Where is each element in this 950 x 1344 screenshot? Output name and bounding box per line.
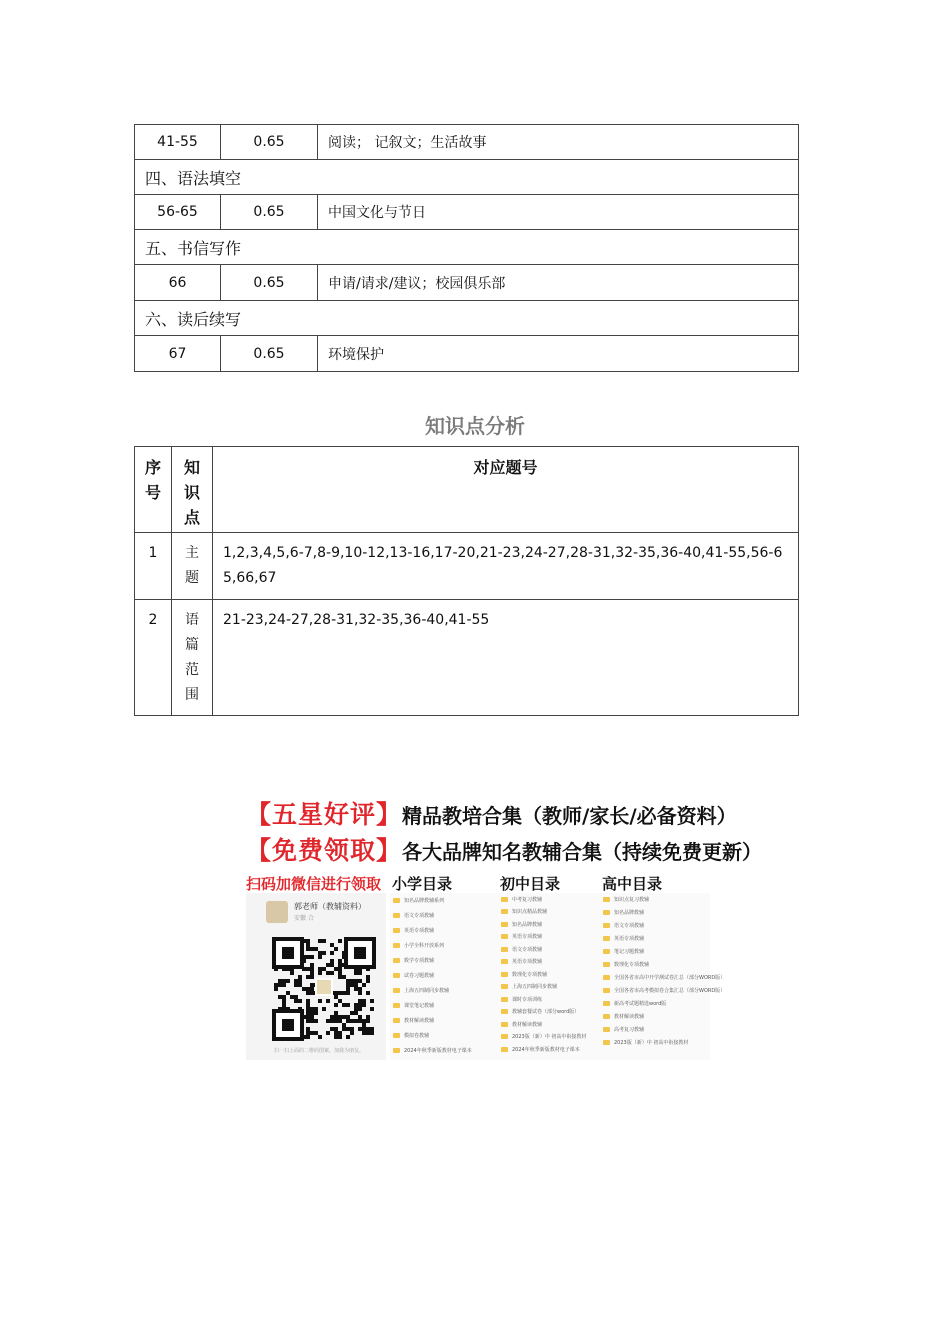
folder-label: 英语专项教辅 [512,934,543,941]
folder-icon [393,928,400,933]
folder-label: 语文专项教辅 [512,946,543,953]
junior-list [498,893,608,1060]
folder-item[interactable] [600,971,726,984]
folder-icon [501,934,508,939]
folder-item[interactable] [498,993,608,1006]
folder-label: 试卷习题教辅 [404,973,435,979]
folder-icon [393,1018,400,1023]
header-point [172,447,213,533]
folder-icon [603,897,610,902]
folder-item[interactable] [600,893,710,906]
row-point [172,533,213,600]
folder-item[interactable] [600,984,726,997]
folder-label: 小学全科开放系列 [404,943,445,949]
section-label: 五、书信写作 [135,230,799,265]
table-row [135,336,799,372]
folder-label: 知名品牌教辅 [614,910,645,916]
topic: 环境保护 [318,336,799,372]
folder-icon [501,972,508,977]
folder-icon [393,898,400,903]
folder-label: 中考复习教辅 [512,896,543,903]
folder-label: 上海五四制同步教辅 [404,988,450,994]
table-row [135,600,799,716]
folder-icon [603,936,610,941]
row-questions: 21-23,24-27,28-31,32-35,36-40,41-55 [213,600,799,716]
section-label: 六、读后续写 [135,301,799,336]
folder-item[interactable] [600,1010,710,1023]
folder-item[interactable] [600,945,710,958]
folder-label: 数理化专项教辅 [614,962,650,968]
question-number: 56-65 [135,195,221,230]
score-table [134,124,799,372]
folder-item[interactable] [390,938,500,953]
folder-icon [501,1009,508,1014]
folder-icon [603,962,610,967]
folder-icon [501,1047,508,1052]
folder-item[interactable] [498,981,608,994]
folder-item[interactable] [600,958,710,971]
folder-item[interactable] [498,1018,608,1031]
folder-icon [501,984,508,989]
table-row [135,125,799,160]
difficulty: 0.65 [221,125,318,160]
knowledge-title: 知识点分析 [425,414,525,438]
folder-item[interactable] [498,1031,608,1044]
folder-icon [603,988,610,993]
folder-label: 笔记习题教辅 [614,949,645,955]
folder-icon [393,1003,400,1008]
folder-item[interactable] [498,1043,608,1056]
folder-icon [603,975,610,980]
folder-label: 高考复习教辅 [614,1027,645,1033]
folder-icon [393,1048,400,1053]
folder-icon [501,959,508,964]
header-seq-text: 序号 [144,458,161,502]
question-number: 41-55 [135,125,221,160]
table-row [135,265,799,301]
folder-icon [393,988,400,993]
topic: 阅读； 记叙文；生活故事 [318,125,799,160]
folder-item[interactable] [600,919,710,932]
section-row [135,160,799,195]
promo-text-2: 各大品牌知名教辅合集（持续免费更新） [402,840,763,864]
folder-icon [501,1022,508,1027]
folder-icon [603,1027,610,1032]
folder-item[interactable] [498,1006,608,1019]
wechat-card [246,893,386,1060]
folder-item[interactable] [600,906,710,919]
difficulty: 0.65 [221,336,318,372]
junior-title: 初中目录 [500,875,561,893]
senior-list [600,893,726,1060]
folder-label: 数学专项教辅 [404,958,435,964]
folder-item[interactable] [600,1023,710,1036]
folder-label: 全国各省市高考模拟卷合集汇总（部分WORD版） [614,988,726,994]
folder-item[interactable] [498,918,608,931]
folder-item[interactable] [498,893,608,906]
folder-icon [501,909,508,914]
difficulty: 0.65 [221,195,318,230]
folder-label: 2023版（新）中 初高中衔接教材 [512,1034,587,1041]
folder-label: 英语专项教辅 [404,928,435,934]
teacher-name: 郭老师（教辅资料） [294,902,366,911]
folder-label: 2024年秋季新版教材电子课本 [512,1046,580,1053]
folder-label: 新高考试题精选word版 [614,1001,667,1007]
folder-item[interactable] [390,968,500,983]
folder-label: 课时专项训练 [512,996,543,1003]
question-number: 67 [135,336,221,372]
folder-label: 教材解读教辅 [614,1014,645,1020]
header-seq [135,447,172,533]
promo-tag-1: 【五星好评】 [246,800,403,829]
folder-item[interactable] [390,908,500,923]
folder-label: 语文专项教辅 [614,923,645,929]
teacher-location: 安徽 合 [294,915,314,922]
folder-icon [501,947,508,952]
folder-item[interactable] [498,968,608,981]
promo-tag-2: 【免费领取】 [246,836,403,865]
topic: 中国文化与节日 [318,195,799,230]
folder-icon [393,973,400,978]
folder-label: 全国各省市高中开学测试卷汇总（部分WORD版） [614,975,726,981]
folder-item[interactable] [600,932,710,945]
promo-line-1 [246,795,737,831]
folder-item[interactable] [390,983,500,998]
row-point-text: 主题 [185,545,199,586]
table-row [135,533,799,600]
folder-icon [603,949,610,954]
folder-item[interactable] [498,956,608,969]
folder-icon [393,958,400,963]
folder-item[interactable] [390,998,500,1013]
folder-icon [501,922,508,927]
difficulty: 0.65 [221,265,318,301]
folder-icon [603,1040,610,1045]
avatar [266,901,288,923]
row-seq: 2 [135,600,172,716]
header-questions: 对应题号 [213,447,799,533]
header-row [135,447,799,533]
promo-text-1: 精品教培合集（教师/家长/必备资料） [402,804,737,828]
folder-label: 知识点精品教辅 [512,909,548,916]
row-point [172,600,213,716]
folder-item[interactable] [390,923,500,938]
folder-icon [501,997,508,1002]
question-number: 66 [135,265,221,301]
folder-label: 教材解读教辅 [404,1018,435,1024]
table-row [135,195,799,230]
folder-label: 上海五四制同步教辅 [512,984,558,991]
scan-label: 扫码加微信进行领取 [246,875,382,893]
folder-item[interactable] [600,1036,710,1049]
folder-label: 知名品牌教辅 [512,921,543,928]
topic: 申请/请求/建议；校园俱乐部 [318,265,799,301]
folder-item[interactable] [600,997,710,1010]
primary-list [390,893,500,1060]
folder-item[interactable] [390,1028,500,1043]
section-row [135,301,799,336]
folder-icon [603,910,610,915]
folder-label: 模拟卷教辅 [404,1033,430,1039]
section-row [135,230,799,265]
folder-icon [603,1014,610,1019]
folder-icon [603,923,610,928]
row-questions: 1,2,3,4,5,6-7,8-9,10-12,13-16,17-20,21-23,24-27,28-31,32-35,36-40,41-55,56-65,66,67 [213,533,799,600]
folder-item[interactable] [498,906,608,919]
row-seq: 1 [135,533,172,600]
folder-icon [393,1033,400,1038]
folder-icon [603,1001,610,1006]
folder-label: 教材解读教辅 [512,1021,543,1028]
folder-label: 语文专项教辅 [404,913,435,919]
folder-label: 2024年秋季新版教材电子课本 [404,1048,472,1054]
folder-item[interactable] [498,943,608,956]
folder-label: 教辅套餐试卷（部分word版） [512,1009,580,1016]
folder-item[interactable] [498,931,608,944]
header-point-text: 知识点 [183,458,200,527]
folder-item[interactable] [390,893,500,908]
section-label: 四、语法填空 [135,160,799,195]
folder-label: 英语专项教辅 [512,959,543,966]
folder-label: 知名品牌教辅系列 [404,898,445,904]
senior-title: 高中目录 [602,875,663,893]
folder-item[interactable] [390,1043,500,1058]
knowledge-table [134,446,799,716]
folder-label: 课堂笔记教辅 [404,1003,435,1009]
qr-note: 扫一扫上面的二维码图案，加我为朋友。 [274,1048,365,1054]
qr-code-icon[interactable] [264,939,374,1039]
folder-icon [501,1034,508,1039]
folder-label: 英语专项教辅 [614,936,645,942]
folder-label: 数理化专项教辅 [512,971,548,978]
folder-item[interactable] [390,953,500,968]
folder-label: 2023版（新）中 初高中衔接教材 [614,1040,689,1046]
folder-icon [393,913,400,918]
row-point-text: 语篇范围 [185,612,199,703]
folder-item[interactable] [390,1013,500,1028]
promo-line-2 [246,831,762,867]
folder-icon [393,943,400,948]
folder-icon [501,897,508,902]
promo-banner[interactable] [246,795,763,1060]
folder-label: 知识点复习教辅 [614,897,650,903]
primary-title: 小学目录 [392,875,453,893]
